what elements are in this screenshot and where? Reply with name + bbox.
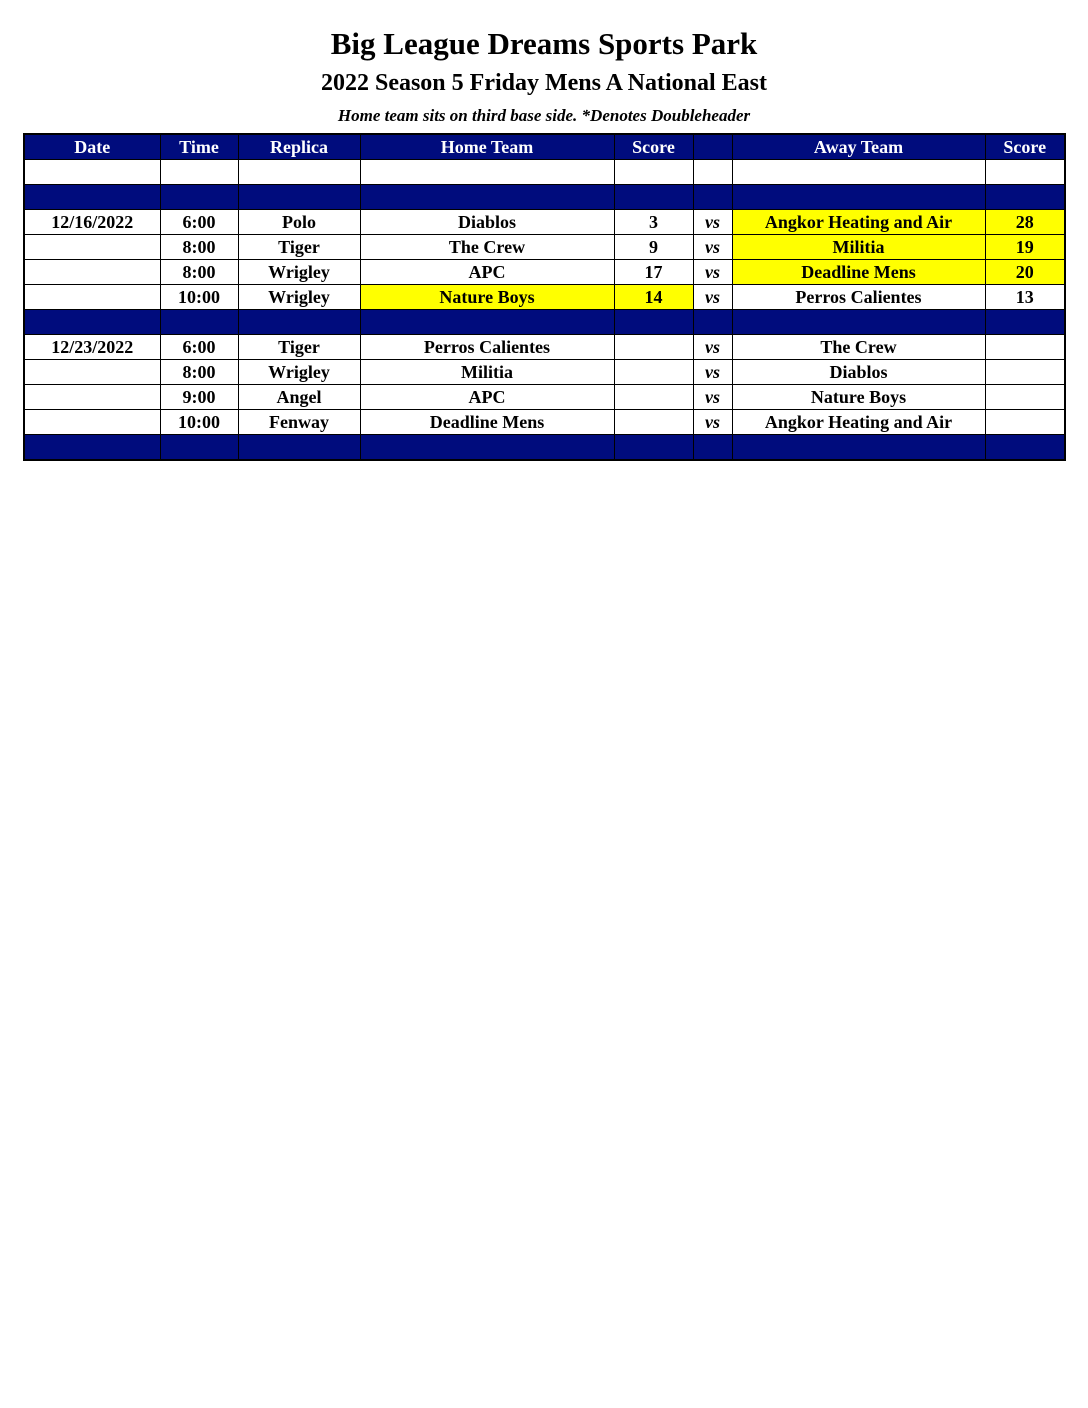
separator-row xyxy=(24,435,1065,461)
schedule-body xyxy=(24,160,1065,461)
replica-cell xyxy=(238,310,360,335)
col-header-home-team: Home Team xyxy=(360,134,614,160)
home-score-cell: 14 xyxy=(614,285,693,310)
home-score-cell xyxy=(614,310,693,335)
home-score-cell xyxy=(614,410,693,435)
away-score-cell: 28 xyxy=(985,210,1065,235)
vs-cell: vs xyxy=(693,285,732,310)
away-team-cell xyxy=(732,185,985,210)
table-row xyxy=(24,235,1065,260)
away-team-cell: Angkor Heating and Air xyxy=(732,210,985,235)
away-team-cell: Perros Calientes xyxy=(732,285,985,310)
time-cell: 8:00 xyxy=(160,360,238,385)
date-cell xyxy=(24,360,160,385)
home-score-cell xyxy=(614,360,693,385)
time-cell: 10:00 xyxy=(160,410,238,435)
vs-cell: vs xyxy=(693,335,732,360)
replica-cell: Fenway xyxy=(238,410,360,435)
vs-cell: vs xyxy=(693,360,732,385)
home-score-cell xyxy=(614,185,693,210)
home-team-cell xyxy=(360,310,614,335)
away-team-cell: Angkor Heating and Air xyxy=(732,410,985,435)
time-cell: 8:00 xyxy=(160,235,238,260)
table-row xyxy=(24,360,1065,385)
home-team-cell: The Crew xyxy=(360,235,614,260)
date-cell xyxy=(24,185,160,210)
away-score-cell: 13 xyxy=(985,285,1065,310)
date-cell: 12/16/2022 xyxy=(24,210,160,235)
col-header-away-score: Score xyxy=(985,134,1065,160)
vs-cell xyxy=(693,435,732,461)
page-subtitle: 2022 Season 5 Friday Mens A National East xyxy=(320,70,768,96)
time-cell: 10:00 xyxy=(160,285,238,310)
away-team-cell xyxy=(732,435,985,461)
home-score-cell xyxy=(614,385,693,410)
away-team-cell: Nature Boys xyxy=(732,385,985,410)
vs-cell xyxy=(693,185,732,210)
vs-cell: vs xyxy=(693,260,732,285)
away-score-cell xyxy=(985,310,1065,335)
away-team-cell xyxy=(732,310,985,335)
separator-row xyxy=(24,310,1065,335)
col-header-date: Date xyxy=(24,134,160,160)
away-score-cell: 19 xyxy=(985,235,1065,260)
replica-cell xyxy=(238,160,360,185)
home-team-cell: Nature Boys xyxy=(360,285,614,310)
away-score-cell xyxy=(985,435,1065,461)
schedule-table xyxy=(23,133,1066,461)
table-row xyxy=(24,385,1065,410)
date-cell: 12/23/2022 xyxy=(24,335,160,360)
away-team-cell: Militia xyxy=(732,235,985,260)
replica-cell: Polo xyxy=(238,210,360,235)
home-team-cell: Deadline Mens xyxy=(360,410,614,435)
home-team-cell xyxy=(360,160,614,185)
replica-cell: Tiger xyxy=(238,235,360,260)
away-score-cell xyxy=(985,185,1065,210)
replica-cell: Angel xyxy=(238,385,360,410)
col-header-away-team: Away Team xyxy=(732,134,985,160)
date-cell xyxy=(24,385,160,410)
table-row xyxy=(24,285,1065,310)
vs-cell: vs xyxy=(693,410,732,435)
away-score-cell xyxy=(985,335,1065,360)
time-cell xyxy=(160,310,238,335)
vs-cell: vs xyxy=(693,235,732,260)
away-score-cell xyxy=(985,385,1065,410)
header-row xyxy=(24,134,1065,160)
away-score-cell: 20 xyxy=(985,260,1065,285)
away-team-cell xyxy=(732,160,985,185)
table-row xyxy=(24,410,1065,435)
replica-cell: Wrigley xyxy=(238,285,360,310)
home-team-cell: Militia xyxy=(360,360,614,385)
vs-cell: vs xyxy=(693,385,732,410)
home-score-cell xyxy=(614,335,693,360)
home-score-cell: 3 xyxy=(614,210,693,235)
replica-cell: Tiger xyxy=(238,335,360,360)
replica-cell: Wrigley xyxy=(238,360,360,385)
away-team-cell: Deadline Mens xyxy=(732,260,985,285)
away-score-cell xyxy=(985,360,1065,385)
time-cell xyxy=(160,435,238,461)
away-team-cell: Diablos xyxy=(732,360,985,385)
home-team-cell xyxy=(360,185,614,210)
table-row xyxy=(24,260,1065,285)
home-score-cell xyxy=(614,435,693,461)
blank-row xyxy=(24,160,1065,185)
date-cell xyxy=(24,410,160,435)
home-team-cell: Diablos xyxy=(360,210,614,235)
time-cell: 6:00 xyxy=(160,335,238,360)
date-cell xyxy=(24,285,160,310)
time-cell: 8:00 xyxy=(160,260,238,285)
time-cell xyxy=(160,160,238,185)
replica-cell xyxy=(238,435,360,461)
home-team-cell xyxy=(360,435,614,461)
time-cell: 9:00 xyxy=(160,385,238,410)
page-title: Big League Dreams Sports Park xyxy=(330,26,758,61)
home-score-cell: 17 xyxy=(614,260,693,285)
home-score-cell: 9 xyxy=(614,235,693,260)
home-score-cell xyxy=(614,160,693,185)
date-cell xyxy=(24,160,160,185)
table-row xyxy=(24,335,1065,360)
schedule-note: Home team sits on third base side. *Denotes Doubleheader xyxy=(337,106,751,125)
vs-cell: vs xyxy=(693,210,732,235)
home-team-cell: APC xyxy=(360,260,614,285)
table-row xyxy=(24,210,1065,235)
home-team-cell: Perros Calientes xyxy=(360,335,614,360)
away-team-cell: The Crew xyxy=(732,335,985,360)
date-cell xyxy=(24,260,160,285)
home-team-cell: APC xyxy=(360,385,614,410)
away-score-cell xyxy=(985,410,1065,435)
col-header-vs xyxy=(693,134,732,160)
separator-row xyxy=(24,185,1065,210)
time-cell xyxy=(160,185,238,210)
replica-cell: Wrigley xyxy=(238,260,360,285)
date-cell xyxy=(24,235,160,260)
vs-cell xyxy=(693,160,732,185)
away-score-cell xyxy=(985,160,1065,185)
date-cell xyxy=(24,435,160,461)
date-cell xyxy=(24,310,160,335)
col-header-replica: Replica xyxy=(238,134,360,160)
time-cell: 6:00 xyxy=(160,210,238,235)
col-header-time: Time xyxy=(160,134,238,160)
vs-cell xyxy=(693,310,732,335)
col-header-home-score: Score xyxy=(614,134,693,160)
replica-cell xyxy=(238,185,360,210)
